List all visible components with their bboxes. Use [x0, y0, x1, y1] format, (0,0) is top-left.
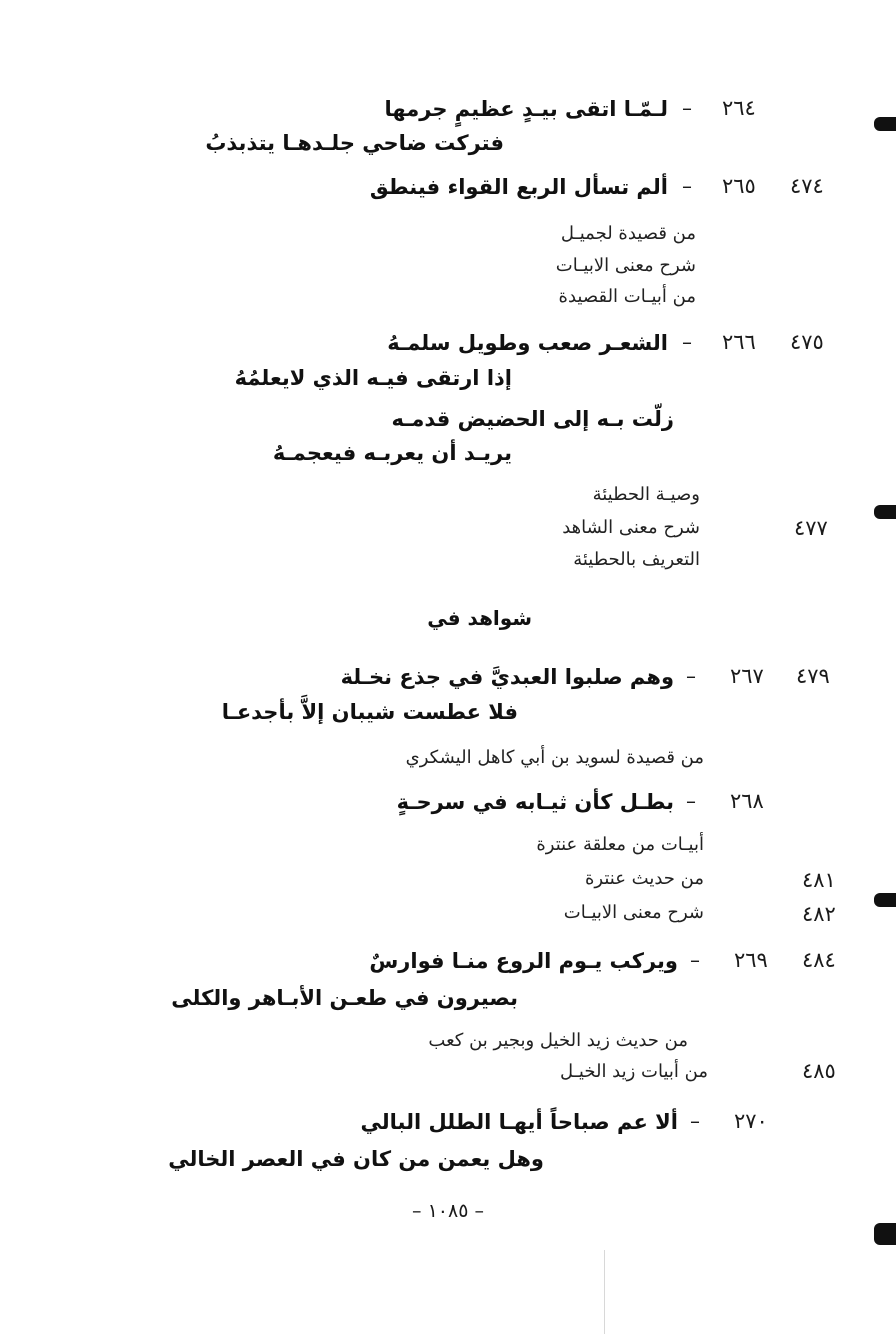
verse-line: وهل يعمن من كان في العصر الخالي — [168, 1147, 544, 1171]
binding-mark — [874, 893, 896, 907]
section-heading: شواهد في — [427, 606, 532, 630]
note-line: وصيـة الحطيئة — [592, 484, 700, 505]
verse-line: لـمّـا اتقى بيـدٍ عظيمٍ جرمها — [384, 97, 668, 121]
verse-line: يريـد أن يعربـه فيعجمـهُ — [272, 441, 512, 465]
note-line: من قصيدة لسويد بن أبي كاهل اليشكري — [405, 747, 704, 768]
note-line: من أبيـات القصيدة — [558, 286, 696, 307]
verse-line: فتركت ضاحي جلـدهـا يتذبذبُ — [205, 131, 504, 155]
verse-line: فلا عطست شيبان إلاَّ بأجدعـا — [221, 700, 518, 724]
poem-number: ٢٦٥ — [722, 174, 756, 198]
page-reference: ٤٧٥ — [790, 330, 824, 354]
poem-number: ٢٦٩ — [734, 948, 768, 972]
dash: – — [682, 330, 692, 354]
page-reference: ٤٨٢ — [802, 902, 836, 926]
note-line: شرح معنى الشاهد — [562, 517, 700, 538]
verse-line: ويركب يـوم الروع منـا فوارسٌ — [369, 949, 678, 973]
page-reference: ٤٨٥ — [802, 1059, 836, 1083]
verse-line: الشعـر صعب وطويل سلمـهُ — [387, 331, 668, 355]
note-line: التعريف بالحطيئة — [573, 549, 700, 570]
dash: – — [686, 664, 696, 688]
verse-line: إذا ارتقى فيـه الذي لايعلمُهُ — [234, 366, 512, 390]
dash: – — [682, 174, 692, 198]
page-reference: ٤٨٤ — [802, 948, 836, 972]
verse-line: ألم تسأل الربع القواء فينطق — [369, 175, 668, 199]
note-line: من حديث عنترة — [584, 868, 704, 889]
verse-line: وهم صلبوا العبديَّ في جذع نخـلة — [340, 665, 674, 689]
binding-mark — [874, 117, 896, 131]
poem-number: ٢٦٤ — [722, 96, 756, 120]
dash: – — [690, 948, 700, 972]
poem-number: ٢٦٨ — [730, 789, 764, 813]
dash: – — [690, 1109, 700, 1133]
note-line: شرح معنى الابيـات — [563, 902, 704, 923]
verse-line: بطـل كأن ثيـابه في سرحـةٍ — [396, 790, 674, 814]
binding-mark — [874, 505, 896, 519]
poem-number: ٢٦٧ — [730, 664, 764, 688]
binding-mark — [874, 1223, 896, 1245]
page-reference: ٤٨١ — [802, 868, 836, 892]
page-number: – ١٠٨٥ – — [412, 1200, 484, 1222]
verse-line: بصيرون في طعـن الأبـاهر والكلى — [171, 986, 518, 1010]
note-line: من أبيات زيد الخيـل — [560, 1061, 708, 1082]
note-line: من قصيدة لجميـل — [560, 223, 696, 244]
page-reference: ٤٧٧ — [794, 516, 828, 540]
page-reference: ٤٧٩ — [796, 664, 830, 688]
scan-line — [604, 1250, 605, 1334]
page-reference: ٤٧٤ — [790, 174, 824, 198]
verse-line: زلّت بـه إلى الحضيض قدمـه — [391, 407, 674, 431]
dash: – — [682, 96, 692, 120]
note-line: أبيـات من معلقة عنترة — [536, 834, 704, 855]
poem-number: ٢٦٦ — [722, 330, 756, 354]
dash: – — [686, 789, 696, 813]
verse-line: ألا عم صباحاً أيهـا الطلل البالي — [360, 1110, 678, 1134]
note-line: من حديث زيد الخيل وبجير بن كعب — [428, 1030, 688, 1051]
poem-number: ٢٧٠ — [734, 1109, 768, 1133]
note-line: شرح معنى الابيـات — [555, 255, 696, 276]
